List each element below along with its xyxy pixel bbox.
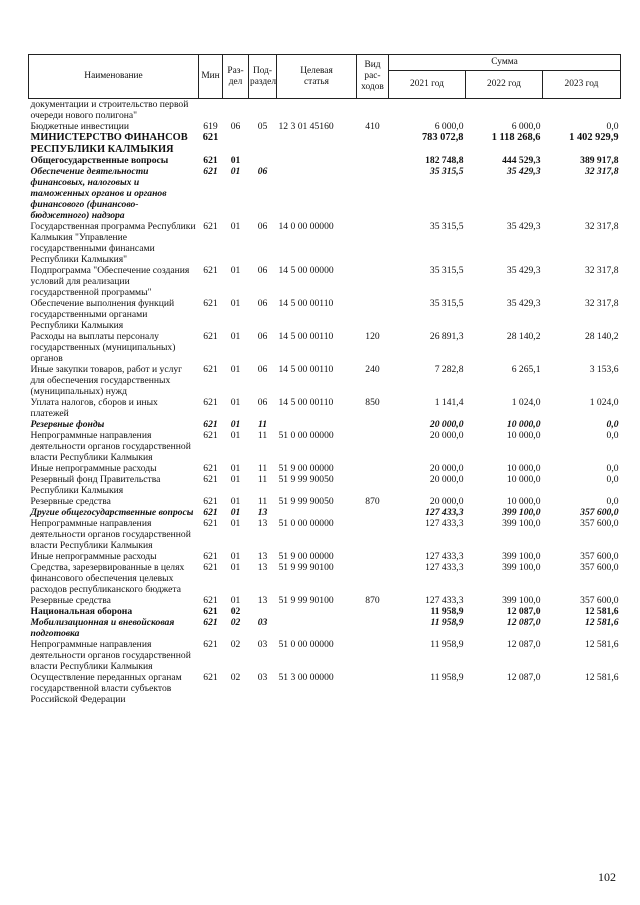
row-subsection: 11 <box>257 496 268 507</box>
header-name: Наименование <box>29 55 199 99</box>
row-sum-2021: 20 000,0 <box>429 463 464 474</box>
row-subsection: 03 <box>257 639 268 650</box>
row-sum-2022: 10 000,0 <box>506 430 541 441</box>
row-section: 01 <box>230 221 241 232</box>
row-expense-type <box>357 617 389 639</box>
row-section: 01 <box>230 463 241 474</box>
row-sum-2023: 12 581,6 <box>584 672 619 683</box>
row-section <box>223 99 249 122</box>
row-sum-2022: 444 529,3 <box>502 155 541 166</box>
row-sum-2023: 357 600,0 <box>580 507 619 518</box>
row-expense-type <box>357 463 389 474</box>
row-expense-type: 240 <box>365 364 380 375</box>
row-section: 01 <box>230 397 241 408</box>
row-subsection <box>249 155 277 166</box>
row-ministry: 621 <box>203 463 218 474</box>
table-row <box>29 132 621 155</box>
table-row <box>29 265 621 298</box>
row-target-item: 51 9 00 00000 <box>278 551 334 562</box>
row-sum-2022: 10 000,0 <box>506 496 541 507</box>
row-sum-2022: 35 429,3 <box>506 166 541 177</box>
row-ministry: 621 <box>203 419 218 430</box>
table-row <box>29 595 621 606</box>
row-sum-2023: 12 581,6 <box>584 617 619 628</box>
row-expense-type <box>357 265 389 298</box>
row-sum-2022: 12 087,0 <box>506 606 541 617</box>
row-sum-2022: 12 087,0 <box>506 672 541 683</box>
row-section: 01 <box>230 298 241 309</box>
row-sum-2023: 357 600,0 <box>580 595 619 606</box>
row-sum-2022: 10 000,0 <box>506 463 541 474</box>
row-sum-2023: 357 600,0 <box>580 551 619 562</box>
row-target-item: 14 5 00 00110 <box>278 397 334 408</box>
row-section: 01 <box>230 474 241 485</box>
row-target-item: 51 9 99 90100 <box>278 562 334 573</box>
row-expense-type <box>357 551 389 562</box>
row-sum-2023: 357 600,0 <box>580 562 619 573</box>
row-subsection: 13 <box>257 562 268 573</box>
table-row <box>29 606 621 617</box>
row-ministry: 619 <box>203 121 218 132</box>
row-sum-2022: 12 087,0 <box>506 617 541 628</box>
row-name: Резервные средства <box>30 496 111 507</box>
row-expense-type <box>357 430 389 463</box>
row-subsection: 11 <box>257 474 268 485</box>
row-ministry: 621 <box>203 155 218 166</box>
row-sum-2022: 6 265,1 <box>511 364 541 375</box>
row-sum-2021: 26 891,3 <box>429 331 464 342</box>
row-sum-2021: 783 072,8 <box>421 132 464 143</box>
row-name: Расходы на выплаты персоналу государственных (муниципальных) органов <box>30 331 176 364</box>
row-subsection: 03 <box>257 672 268 683</box>
row-sum-2021: 20 000,0 <box>429 474 464 485</box>
row-section: 01 <box>230 430 241 441</box>
row-name: Непрограммные направления деятельности органов государственной власти Республики Калмыкия <box>30 518 191 551</box>
row-sum-2021: 35 315,5 <box>429 221 464 232</box>
table-row <box>29 507 621 518</box>
row-section: 01 <box>230 419 241 430</box>
row-sum-2023: 12 581,6 <box>584 639 619 650</box>
budget-table <box>28 54 621 705</box>
row-name: Иные закупки товаров, работ и услуг для обеспечения государственных (муниципальных) нужд <box>30 364 183 397</box>
row-sum-2023: 0,0 <box>606 419 619 430</box>
row-ministry: 621 <box>203 606 218 617</box>
row-subsection: 11 <box>257 430 268 441</box>
header-sum: Сумма <box>389 55 621 71</box>
row-subsection <box>249 606 277 617</box>
row-subsection <box>249 132 277 155</box>
row-name: Непрограммные направления деятельности органов государственной власти Республики Калмыкия <box>30 430 191 463</box>
table-row <box>29 551 621 562</box>
row-target-item <box>277 606 357 617</box>
row-ministry: 621 <box>203 331 218 342</box>
row-ministry: 621 <box>203 551 218 562</box>
row-section: 01 <box>230 364 241 375</box>
row-sum-2021: 35 315,5 <box>429 298 464 309</box>
row-sum-2021: 182 748,8 <box>425 155 464 166</box>
table-row <box>29 99 621 122</box>
row-sum-2022: 1 024,0 <box>511 397 541 408</box>
row-ministry: 621 <box>203 562 218 573</box>
row-ministry <box>199 99 223 122</box>
row-sum-2023: 1 402 929,9 <box>569 132 619 143</box>
table-body <box>29 99 621 706</box>
row-name: Резервные средства <box>30 595 111 606</box>
row-subsection: 06 <box>257 397 268 408</box>
header-podrazdel: Под- раздел <box>249 55 277 99</box>
row-target-item <box>277 155 357 166</box>
row-ministry: 621 <box>202 132 219 143</box>
row-section: 06 <box>230 121 241 132</box>
row-sum-2023: 32 317,8 <box>584 298 619 309</box>
row-target-item: 51 0 00 00000 <box>278 430 334 441</box>
row-target-item: 14 5 00 00110 <box>278 364 334 375</box>
row-subsection: 06 <box>257 331 268 342</box>
row-sum-2021: 20 000,0 <box>429 419 464 430</box>
table-header <box>29 55 621 99</box>
row-sum-2023: 32 317,8 <box>584 221 619 232</box>
row-section: 01 <box>230 166 241 177</box>
row-expense-type <box>357 132 389 155</box>
header-year-2023: 2023 год <box>543 71 621 99</box>
row-name: Средства, зарезервированные в целях финансового обеспечения целевых расходов республиканского бюджета <box>30 562 185 595</box>
row-sum-2021: 127 433,3 <box>425 518 464 529</box>
row-expense-type: 870 <box>365 595 380 606</box>
row-expense-type: 120 <box>365 331 380 342</box>
row-subsection: 11 <box>257 419 268 430</box>
row-sum-2022: 28 140,2 <box>506 331 541 342</box>
row-ministry: 621 <box>203 221 218 232</box>
row-name: Резервные фонды <box>30 419 105 430</box>
row-name: Общегосударственные вопросы <box>30 155 169 166</box>
row-name: Государственная программа Республики Калмыкия "Управление государственными финансами Республики Калмыкия" <box>30 221 196 265</box>
row-sum-2021: 127 433,3 <box>425 595 464 606</box>
row-section: 01 <box>230 265 241 276</box>
table-row <box>29 397 621 419</box>
row-subsection: 06 <box>257 265 268 276</box>
row-sum-2021: 11 958,9 <box>430 606 464 617</box>
table-row <box>29 518 621 551</box>
row-sum-2022: 399 100,0 <box>502 518 541 529</box>
row-subsection: 06 <box>257 364 268 375</box>
row-section: 02 <box>230 617 241 628</box>
row-expense-type <box>357 562 389 595</box>
row-sum-2022: 399 100,0 <box>502 595 541 606</box>
table-row <box>29 474 621 496</box>
table-row <box>29 430 621 463</box>
row-sum-2022: 12 087,0 <box>506 639 541 650</box>
row-name: Иные непрограммные расходы <box>30 463 157 474</box>
row-name: Обеспечение выполнения функций государственными органами Республики Калмыкия <box>30 298 175 331</box>
row-sum-2023: 32 317,8 <box>584 166 619 177</box>
row-section: 01 <box>230 331 241 342</box>
header-min: Мин <box>199 55 223 99</box>
table-row <box>29 419 621 430</box>
row-target-item: 14 5 00 00110 <box>278 331 334 342</box>
row-expense-type <box>357 507 389 518</box>
row-sum-2023: 357 600,0 <box>580 518 619 529</box>
row-section: 02 <box>230 639 241 650</box>
page-number: 102 <box>598 870 616 884</box>
row-section: 01 <box>230 507 241 518</box>
row-ministry: 621 <box>203 265 218 276</box>
row-sum-2022: 35 429,3 <box>506 265 541 276</box>
row-section: 01 <box>230 496 241 507</box>
row-expense-type: 410 <box>365 121 380 132</box>
row-sum-2021: 7 282,8 <box>434 364 464 375</box>
row-name: документации и строительство первой очереди нового полигона" <box>30 99 189 121</box>
row-sum-2022: 399 100,0 <box>502 551 541 562</box>
row-target-item: 12 3 01 45160 <box>278 121 334 132</box>
table-row <box>29 221 621 265</box>
row-sum-2021: 11 958,9 <box>430 672 464 683</box>
row-sum-2021: 6 000,0 <box>434 121 464 132</box>
row-name: Уплата налогов, сборов и иных платежей <box>30 397 158 419</box>
row-subsection: 13 <box>257 595 268 606</box>
row-sum-2023: 0,0 <box>606 474 619 485</box>
row-ministry: 621 <box>203 639 218 650</box>
row-subsection: 05 <box>257 121 268 132</box>
row-ministry: 621 <box>203 617 218 628</box>
row-sum-2022 <box>466 99 543 122</box>
row-expense-type <box>357 639 389 672</box>
row-name: Другие общегосударственные вопросы <box>30 507 194 518</box>
table-row <box>29 672 621 705</box>
row-target-item: 51 0 00 00000 <box>278 518 334 529</box>
row-subsection: 06 <box>257 221 268 232</box>
row-target-item: 51 9 99 90050 <box>278 496 334 507</box>
row-expense-type <box>357 419 389 430</box>
row-name: МИНИСТЕРСТВО ФИНАНСОВ РЕСПУБЛИКИ КАЛМЫКИЯ <box>30 132 188 155</box>
header-year-2022: 2022 год <box>466 71 543 99</box>
row-subsection <box>249 99 277 122</box>
row-section <box>223 132 249 155</box>
row-name: Резервный фонд Правительства Республики Калмыкия <box>30 474 161 496</box>
row-sum-2021: 35 315,5 <box>429 265 464 276</box>
row-section: 02 <box>230 672 241 683</box>
row-expense-type <box>357 518 389 551</box>
row-section: 01 <box>230 551 241 562</box>
row-expense-type <box>357 166 389 221</box>
row-sum-2023 <box>543 99 621 122</box>
row-sum-2021: 1 141,4 <box>434 397 464 408</box>
header-razdel: Раз- дел <box>223 55 249 99</box>
row-sum-2022: 399 100,0 <box>502 562 541 573</box>
header-target-item: Целевая статья <box>277 55 357 99</box>
row-expense-type: 870 <box>365 496 380 507</box>
table-row <box>29 562 621 595</box>
row-sum-2022: 10 000,0 <box>506 474 541 485</box>
row-ministry: 621 <box>203 595 218 606</box>
row-subsection: 11 <box>257 463 268 474</box>
row-target-item <box>277 617 357 639</box>
row-expense-type <box>357 298 389 331</box>
row-target-item <box>277 166 357 221</box>
row-expense-type <box>357 474 389 496</box>
row-sum-2023: 12 581,6 <box>584 606 619 617</box>
row-ministry: 621 <box>203 430 218 441</box>
row-target-item: 14 5 00 00110 <box>278 298 334 309</box>
row-name: Национальная оборона <box>30 606 133 617</box>
row-name: Бюджетные инвестиции <box>30 121 129 132</box>
header-expense-type: Вид рас- ходов <box>357 55 389 99</box>
row-section: 01 <box>230 155 241 166</box>
row-subsection: 03 <box>257 617 268 628</box>
row-sum-2021: 35 315,5 <box>429 166 464 177</box>
row-target-item: 14 5 00 00000 <box>278 265 334 276</box>
row-expense-type <box>357 221 389 265</box>
table-row <box>29 121 621 132</box>
row-sum-2023: 1 024,0 <box>589 397 619 408</box>
row-sum-2023: 32 317,8 <box>584 265 619 276</box>
row-sum-2022: 6 000,0 <box>511 121 541 132</box>
row-ministry: 621 <box>203 298 218 309</box>
row-subsection: 13 <box>257 551 268 562</box>
row-sum-2022: 1 118 268,6 <box>491 132 541 143</box>
row-target-item <box>277 99 357 122</box>
row-target-item: 51 9 99 90050 <box>278 474 334 485</box>
row-expense-type: 850 <box>365 397 380 408</box>
row-sum-2021 <box>389 99 466 122</box>
row-expense-type <box>357 155 389 166</box>
row-ministry: 621 <box>203 518 218 529</box>
row-sum-2021: 11 958,9 <box>430 639 464 650</box>
row-section: 01 <box>230 595 241 606</box>
row-subsection: 13 <box>257 507 268 518</box>
row-sum-2023: 3 153,6 <box>589 364 619 375</box>
row-subsection: 06 <box>257 166 268 177</box>
row-expense-type <box>357 606 389 617</box>
row-sum-2023: 0,0 <box>606 463 619 474</box>
table-row <box>29 331 621 364</box>
table-row <box>29 496 621 507</box>
row-name: Иные непрограммные расходы <box>30 551 157 562</box>
row-sum-2022: 35 429,3 <box>506 221 541 232</box>
table-row <box>29 298 621 331</box>
row-sum-2021: 20 000,0 <box>429 430 464 441</box>
row-sum-2023: 0,0 <box>606 496 619 507</box>
row-sum-2021: 20 000,0 <box>429 496 464 507</box>
row-sum-2023: 0,0 <box>606 121 619 132</box>
table-row <box>29 166 621 221</box>
row-ministry: 621 <box>203 474 218 485</box>
table-row <box>29 364 621 397</box>
row-sum-2022: 399 100,0 <box>502 507 541 518</box>
row-target-item <box>277 132 357 155</box>
row-sum-2022: 10 000,0 <box>506 419 541 430</box>
row-target-item: 51 0 00 00000 <box>278 639 334 650</box>
row-subsection: 06 <box>257 298 268 309</box>
row-name: Осуществление переданных органам государственной власти субъектов Российской Федерации <box>30 672 182 705</box>
row-ministry: 621 <box>203 672 218 683</box>
row-target-item: 14 0 00 00000 <box>278 221 334 232</box>
row-name: Непрограммные направления деятельности органов государственной власти Республики Калмыкия <box>30 639 191 672</box>
table-row <box>29 463 621 474</box>
table-row <box>29 617 621 639</box>
row-ministry: 621 <box>203 496 218 507</box>
row-target-item: 51 9 00 00000 <box>278 463 334 474</box>
row-sum-2021: 127 433,3 <box>425 551 464 562</box>
row-ministry: 621 <box>203 364 218 375</box>
row-section: 01 <box>230 518 241 529</box>
row-sum-2021: 127 433,3 <box>425 562 464 573</box>
row-sum-2023: 28 140,2 <box>584 331 619 342</box>
table-row <box>29 639 621 672</box>
row-sum-2022: 35 429,3 <box>506 298 541 309</box>
row-sum-2021: 11 958,9 <box>430 617 464 628</box>
row-sum-2023: 0,0 <box>606 430 619 441</box>
row-target-item <box>277 419 357 430</box>
row-section: 01 <box>230 562 241 573</box>
row-ministry: 621 <box>203 507 218 518</box>
header-year-2021: 2021 год <box>389 71 466 99</box>
row-ministry: 621 <box>203 397 218 408</box>
row-sum-2021: 127 433,3 <box>425 507 464 518</box>
row-ministry: 621 <box>203 166 218 177</box>
table-row <box>29 155 621 166</box>
row-target-item <box>277 507 357 518</box>
row-name: Мобилизационная и вневойсковая подготовка <box>30 617 175 639</box>
row-subsection: 13 <box>257 518 268 529</box>
row-expense-type <box>357 672 389 705</box>
row-sum-2023: 389 917,8 <box>580 155 619 166</box>
row-section: 02 <box>230 606 241 617</box>
row-name: Обеспечение деятельности финансовых, налоговых и таможенных органов и органов финансового (финансово-бюджетного) надзора <box>30 166 167 221</box>
row-target-item: 51 3 00 00000 <box>278 672 334 683</box>
row-target-item: 51 9 99 90100 <box>278 595 334 606</box>
row-name: Подпрограмма "Обеспечение создания условий для реализации государственной программы" <box>30 265 190 298</box>
row-expense-type <box>357 99 389 122</box>
